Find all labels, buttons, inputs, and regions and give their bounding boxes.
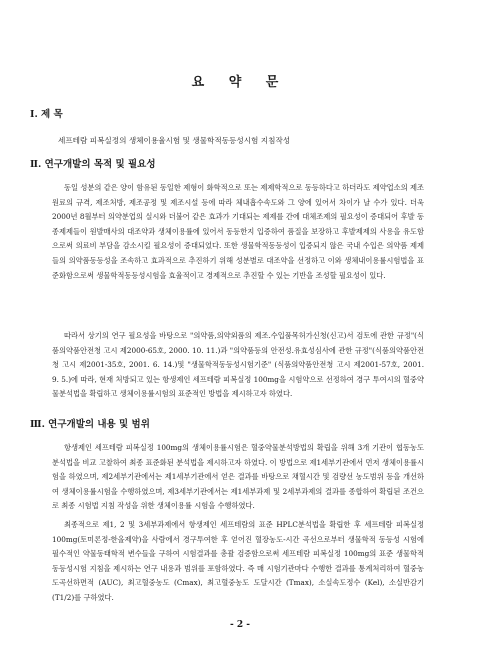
purpose-paragraph-2: 따라서 상기의 연구 필요성을 바탕으로 "의약품,의약외품의 제조.수입품목허가신청(신고)서 검토에 관한 규정"(식품의약품안전청 고시 제2000-65호, 2000. 10. 11.)과 "의약품등의 안전성.유효성심사에 관한 규정"(식품의약품안전청 고시 제2001-35호, 2001. 6. 14.)및 "생물학적동등성시험기준" (식품의약품안전청 고시 제2001-57호, 2001. 9. 5.)에 따라, 현재 처방되고 있는 항생제인 세프테람 피복실정 100mg을 시험약으로 선정하여 경구 투여시의 혈중약물분석법을 확립하고 생체이용률시험의 표준적인 방법을 제시하고자 하였다. <box>52 331 424 399</box>
page-title: 요 약 문 <box>191 75 289 90</box>
report-title-line: 세프테람 피복실정의 생체이용율시험 및 생물학적동등성시험 지침작성 <box>58 136 291 145</box>
section-heading-purpose: Ⅱ. 연구개발의 목적 및 필요성 <box>30 159 156 170</box>
section-heading-scope: Ⅲ. 연구개발의 내용 및 범위 <box>30 419 150 430</box>
page-number: - 2 - <box>230 620 250 630</box>
section-heading-title: Ⅰ. 제 목 <box>30 109 63 120</box>
scope-paragraph-2: 최종적으로 제1, 2 및 3세부과제에서 항생제인 세프테람의 표준 HPLC분석법을 확립한 후 세프테람 피복실정 100mg(토미론정-한올제약)을 사람에서 경구투여한 후 얻어진 혈장농도-시간 곡선으로부터 생물학적 동등성 시험에 필수적인 약물동태학적 변수들을 구하여 시험결과를 총괄 검증함으로써 세프테람 피복실정 100mg의 표준 생물학적동등성시험 지침을 제시하는 연구 내용과 범위를 포함하였다. 즉 매 시험기관마다 수행한 결과를 통계처리하여 혈중농도곡선하면적 (AUC), 최고혈중농도 (Cmax), 최고혈중농도 도달시간 (Tmax), 소실속도정수 (Kel), 소실반감기 (T1/2)를 구하였다. <box>52 520 424 602</box>
purpose-paragraph-1: 동일 성분의 같은 양이 함유된 동일한 제형이 화학적으로 또는 제제학적으로 동등하다고 하더라도 제약업소의 제조원료의 규격, 제조처방, 제조공정 및 제조시설 등에 따라 체내흡수속도와 그 양에 있어서 차이가 날 수가 있다. 더욱 2000년 8월부터 의약분업의 실시와 더불어 같은 효과가 기대되는 제제를 간에 대체조제의 필요성이 증대되어 후발 동종제제들이 원발매사의 대조약과 생체이용률에 있어서 동등한지 입증하여 품질을 보장하고 후발제제의 사용을 유도함으로써 의료비 부담을 감소시킬 필요성이 증대되었다. 또한 생물학적동등성이 입증되지 않은 국내 수입은 의약품 제제들의 의약품동등성을 조속하고 효과적으로 추진하기 위해 성분별로 대조약을 선정하고 이와 생체내이용률시험법을 표준화함으로써 생물학적동등성시험을 효율적이고 경제적으로 추진할 수 있는 기반을 조성할 필요성이 있다. <box>52 183 424 280</box>
scope-paragraph-1: 항생제인 세프테람 피복실정 100mg의 생체이용률시험은 혈중약물분석방법의 확립을 위해 3개 기관이 협동농도 분석법을 비교 고찰하여 최종 표준화된 분석법을 제시하고자 하였다. 이 방법으로 제1세부기관에서 먼저 생체이용률시험을 하였으며, 제2세부기관에서는 제1세부기관에서 얻은 결과를 바탕으로 채혈시간 및 검량선 농도범위 등을 개선하여 생체이용률시험을 수행하였으며, 제3세부기관에서는 제1세부과제 및 2세부과제의 결과를 종합하여 확립된 조건으로 최종 시험법 지침 작성을 위한 생체이용률 시험을 수행하였다. <box>52 443 424 511</box>
